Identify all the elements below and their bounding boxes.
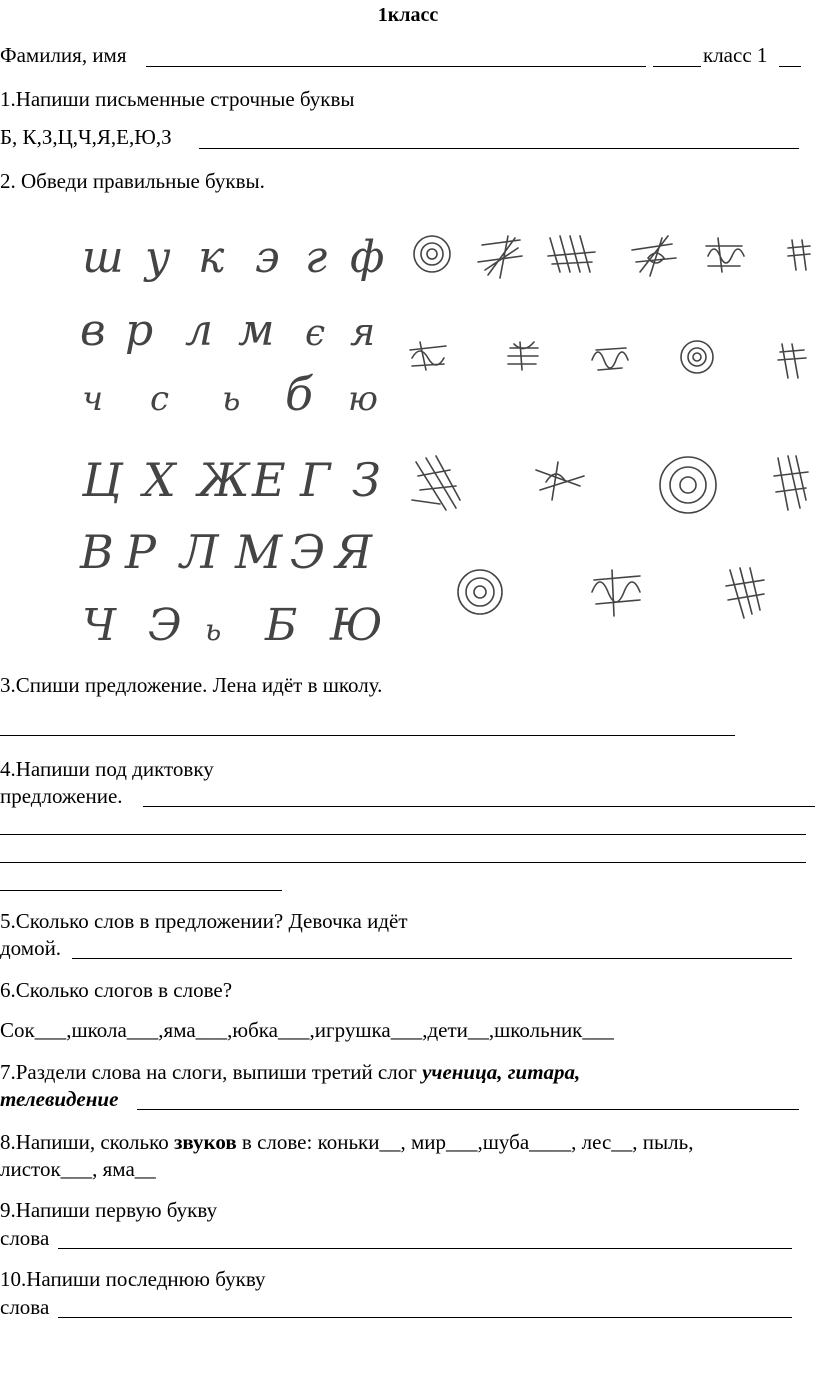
hw-letter: М (235, 525, 283, 579)
task10-answer-line[interactable] (58, 1317, 792, 1318)
task8-line2: листок___, яма__ (0, 1157, 156, 1181)
task4-line1: 4.Напиши под диктовку (0, 757, 214, 781)
hw-letter: б (285, 367, 314, 421)
task7-answer-line[interactable] (137, 1109, 799, 1110)
hw-letter: ь (222, 379, 241, 419)
hw-letter: Ч (82, 600, 117, 651)
hw-letter: Х (143, 453, 176, 507)
task10-line2: слова (0, 1295, 50, 1319)
hw-letter: ф (350, 232, 385, 283)
hw-letter: Р (125, 525, 156, 579)
scribble-group-row4 (412, 456, 808, 513)
hw-letter: Ж (198, 453, 250, 507)
task8-line1 (0, 1129, 693, 1155)
task4-answer-line[interactable] (0, 890, 282, 891)
hw-letter: р (125, 305, 154, 356)
task7-words: ученица, гитара, (422, 1060, 581, 1084)
name-label: Фамилия, имя (0, 43, 127, 67)
hw-letter: ю (348, 379, 378, 419)
task4-answer-line[interactable] (143, 806, 815, 807)
task1-letters: Б, К,З,Ц,Ч,Я,Е,Ю,З (0, 125, 172, 149)
hw-letter: Г (300, 453, 331, 507)
hw-letter: у (145, 232, 171, 283)
hw-letter: ь (205, 613, 222, 648)
hw-letter: Э (290, 525, 326, 579)
hw-letter: э (255, 232, 280, 283)
task4-answer-line[interactable] (0, 862, 806, 863)
task3-answer-line[interactable] (0, 735, 735, 736)
task8-bold: звуков (173, 1130, 237, 1154)
hw-letter: ш (82, 232, 124, 283)
hw-letter: Ц (82, 453, 123, 507)
hw-letter: Э (148, 600, 182, 651)
task4-answer-line[interactable] (0, 834, 806, 835)
hw-letter: я (350, 310, 376, 354)
scribble-group-row5 (458, 568, 764, 618)
task9-line1: 9.Напиши первую букву (0, 1198, 218, 1222)
task3-title: 3.Спиши предложение. Лена идёт в школу. (0, 673, 383, 697)
hw-letter: в (80, 305, 106, 356)
hw-letter: З (352, 453, 381, 507)
hw-letter: Ю (330, 600, 383, 651)
scribble-group-row2 (410, 341, 806, 378)
task9-line2: слова (0, 1226, 50, 1250)
task5-line2: домой. (0, 936, 62, 960)
task7-line1 (0, 1059, 580, 1085)
hw-letter: с (150, 379, 170, 419)
task6-title: 6.Сколько слогов в слове? (0, 978, 233, 1002)
class-label: класс 1 (703, 43, 768, 67)
page-title: 1класс (377, 4, 439, 26)
task7-words-2: телевидение (0, 1087, 119, 1111)
task4-line2: предложение. (0, 784, 123, 808)
hw-letter: В (80, 525, 114, 579)
task8-suffix: в слове: коньки__, мир___,шуба____, лес__, пыль, (236, 1130, 694, 1154)
hw-letter: Л (180, 525, 219, 579)
task8-prefix: 8.Напиши, сколько (0, 1130, 174, 1154)
hw-letter: Е (252, 453, 286, 507)
task7-prefix: 7.Раздели слова на слоги, выпиши третий слог (0, 1060, 423, 1084)
hw-letter: м (238, 305, 275, 356)
hw-letter: к (198, 232, 225, 283)
hw-letter: Б (265, 600, 298, 651)
task7-line2 (0, 1086, 118, 1112)
task6-words: Сок___,школа___,яма___,юбка___,игрушка___,дети__,школьник___ (0, 1018, 614, 1042)
scribble-group-row1 (414, 236, 810, 278)
hw-letter: л (185, 305, 214, 356)
task5-answer-line[interactable] (72, 958, 792, 959)
task1-title: 1.Напиши письменные строчные буквы (0, 87, 355, 111)
hw-letter: г (305, 232, 328, 283)
hw-letter: Я (335, 525, 373, 579)
task2-title: 2. Обведи правильные буквы. (0, 169, 265, 193)
task5-line1: 5.Сколько слов в предложении? Девочка идёт (0, 909, 408, 933)
handwriting-letters-image (0, 0, 816, 680)
hw-letter: ч (82, 379, 104, 419)
task9-answer-line[interactable] (58, 1248, 792, 1249)
task10-line1: 10.Напиши последнюю букву (0, 1267, 266, 1291)
hw-letter: є (305, 313, 326, 354)
